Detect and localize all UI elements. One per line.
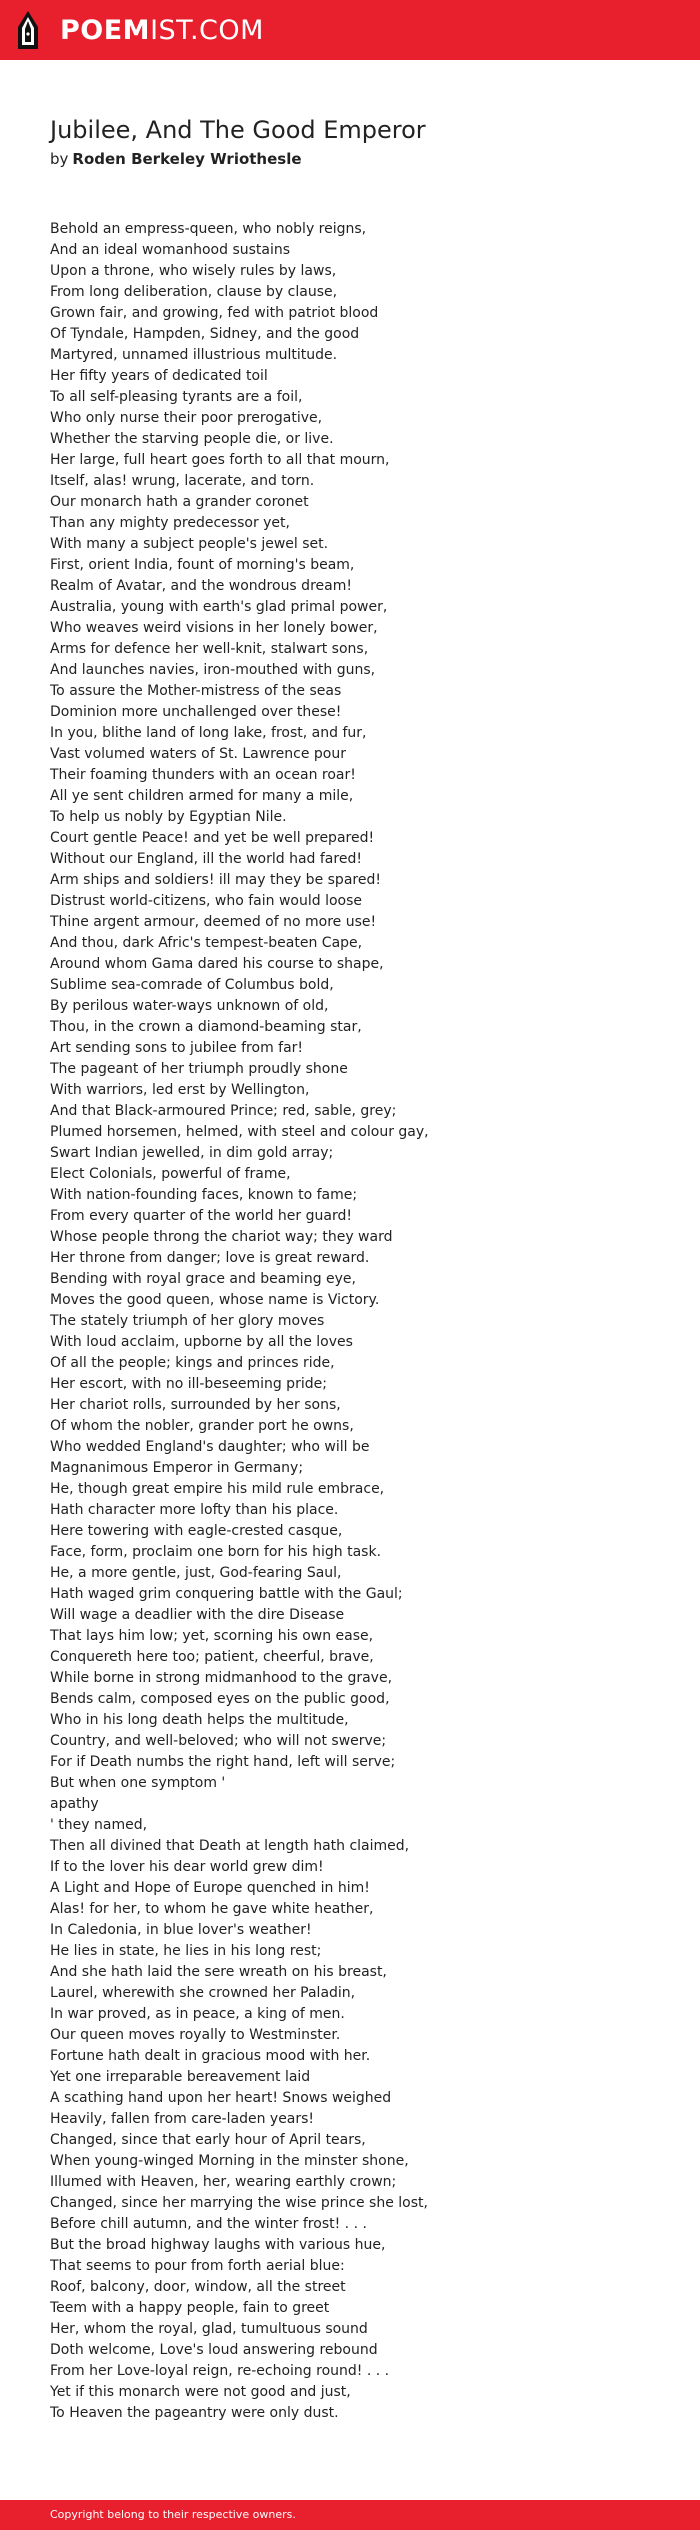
poem-line: Her large, full heart goes forth to all that mourn,	[50, 452, 390, 468]
poem-line: Our monarch hath a grander coronet	[50, 494, 309, 510]
poem-line: Thine argent armour, deemed of no more use!	[50, 914, 377, 930]
poem-line: And an ideal womanhood sustains	[50, 242, 291, 258]
poem-line: Swart Indian jewelled, in dim gold array;	[50, 1145, 334, 1161]
poem-line: ' they named,	[50, 1817, 148, 1833]
poem-line: Who weaves weird visions in her lonely bower,	[50, 620, 378, 636]
poem-line: Who only nurse their poor prerogative,	[50, 410, 323, 426]
poem-line: Alas! for her, to whom he gave white heather,	[50, 1901, 374, 1917]
poem-line: With warriors, led erst by Wellington,	[50, 1082, 310, 1098]
brand-bold-text: POEM	[60, 14, 151, 46]
poem-line: Our queen moves royally to Westminster.	[50, 2027, 341, 2043]
poem-line: Yet if this monarch were not good and just,	[50, 2384, 351, 2400]
poem-line: Her throne from danger; love is great reward.	[50, 1250, 370, 1266]
poem-line: Of Tyndale, Hampden, Sidney, and the good	[50, 326, 360, 342]
poem-line: Teem with a happy people, fain to greet	[50, 2300, 330, 2316]
poem-line: Country, and well-beloved; who will not swerve;	[50, 1733, 387, 1749]
author-name[interactable]: Roden Berkeley Wriothesle	[72, 150, 302, 168]
poem-line: Whether the starving people die, or live.	[50, 431, 334, 447]
poem-line: Bending with royal grace and beaming eye,	[50, 1271, 356, 1287]
poem-line: From long deliberation, clause by clause,	[50, 284, 338, 300]
poem-line: First, orient India, fount of morning's beam,	[50, 557, 355, 573]
poem-line: From her Love-loyal reign, re-echoing round! . . .	[50, 2363, 390, 2379]
poem-line: The pageant of her triumph proudly shone	[50, 1061, 348, 1077]
poem-line: Here towering with eagle-crested casque,	[50, 1523, 343, 1539]
poem-line: Moves the good queen, whose name is Victory.	[50, 1292, 380, 1308]
poem-line: Her fifty years of dedicated toil	[50, 368, 268, 384]
poem-line: With nation-founding faces, known to fame;	[50, 1187, 358, 1203]
poem-line: And she hath laid the sere wreath on his breast,	[50, 1964, 387, 1980]
poem-line: Who in his long death helps the multitude,	[50, 1712, 349, 1728]
poem-line: That seems to pour from forth aerial blue:	[50, 2258, 345, 2274]
poem-line: But when one symptom '	[50, 1775, 226, 1791]
poem-line: Arm ships and soldiers! ill may they be spared!	[50, 872, 381, 888]
poem-line: Heavily, fallen from care-laden years!	[50, 2111, 315, 2127]
poem-line: To assure the Mother-mistress of the seas	[50, 683, 342, 699]
poem-line: Then all divined that Death at length hath claimed,	[50, 1838, 410, 1854]
poem-line: Before chill autumn, and the winter frost! . . .	[50, 2216, 367, 2232]
poem-line: A scathing hand upon her heart! Snows weighed	[50, 2090, 392, 2106]
poem-line: Elect Colonials, powerful of frame,	[50, 1166, 291, 1182]
poem-line: Upon a throne, who wisely rules by laws,	[50, 263, 337, 279]
poem-line: Roof, balcony, door, window, all the street	[50, 2279, 346, 2295]
poem-line: Australia, young with earth's glad primal power,	[50, 599, 388, 615]
poem-line: Yet one irreparable bereavement laid	[50, 2069, 311, 2085]
poem-line: With loud acclaim, upborne by all the loves	[50, 1334, 353, 1350]
poem-line: Sublime sea-comrade of Columbus bold,	[50, 977, 334, 993]
poem-line: And thou, dark Afric's tempest-beaten Cape,	[50, 935, 363, 951]
poem-body	[50, 219, 670, 2424]
poem-line: For if Death numbs the right hand, left will serve;	[50, 1754, 396, 1770]
by-label: by	[50, 150, 69, 168]
poem-line: And that Black-armoured Prince; red, sable, grey;	[50, 1103, 397, 1119]
poem-line: All ye sent children armed for many a mile,	[50, 788, 354, 804]
copyright-text: Copyright belong to their respective owners.	[50, 2508, 296, 2521]
poem-line: He lies in state, he lies in his long rest;	[50, 1943, 322, 1959]
poem-line: Her chariot rolls, surrounded by her sons,	[50, 1397, 341, 1413]
poem-line: In you, blithe land of long lake, frost, and fur,	[50, 725, 367, 741]
poem-line: Face, form, proclaim one born for his high task.	[50, 1544, 382, 1560]
poem-line: Martyred, unnamed illustrious multitude.	[50, 347, 338, 363]
poem-line: Dominion more unchallenged over these!	[50, 704, 342, 720]
poem-line: Her escort, with no ill-beseeming pride;	[50, 1376, 327, 1392]
poem-line: Around whom Gama dared his course to shape,	[50, 956, 384, 972]
poem-line: From every quarter of the world her guard!	[50, 1208, 352, 1224]
poem-line: Changed, since that early hour of April tears,	[50, 2132, 366, 2148]
pen-nib-icon	[14, 10, 42, 50]
poem-line: Without our England, ill the world had fared!	[50, 851, 362, 867]
brand-name	[60, 14, 264, 46]
poem-line: Itself, alas! wrung, lacerate, and torn.	[50, 473, 315, 489]
poem-line: Vast volumed waters of St. Lawrence pour	[50, 746, 346, 762]
poem-title: Jubilee, And The Good Emperor	[50, 116, 426, 144]
poem-line: A Light and Hope of Europe quenched in him!	[50, 1880, 370, 1896]
poem-line: With many a subject people's jewel set.	[50, 536, 329, 552]
poem-line: Art sending sons to jubilee from far!	[50, 1040, 304, 1056]
poem-line: To all self-pleasing tyrants are a foil,	[50, 389, 303, 405]
site-logo[interactable]	[14, 10, 264, 50]
poem-line: That lays him low; yet, scorning his own ease,	[50, 1628, 374, 1644]
poem-line: Conquereth here too; patient, cheerful, brave,	[50, 1649, 374, 1665]
poem-line: Whose people throng the chariot way; they ward	[50, 1229, 393, 1245]
poem-line: Will wage a deadlier with the dire Disease	[50, 1607, 345, 1623]
poem-line: Realm of Avatar, and the wondrous dream!	[50, 578, 352, 594]
byline	[50, 149, 302, 169]
poem-line: Of whom the nobler, grander port he owns,	[50, 1418, 354, 1434]
poem-line: Than any mighty predecessor yet,	[50, 515, 290, 531]
poem-line: Plumed horsemen, helmed, with steel and colour gay,	[50, 1124, 429, 1140]
poem-line: Her, whom the royal, glad, tumultuous sound	[50, 2321, 368, 2337]
poem-line: Fortune hath dealt in gracious mood with her.	[50, 2048, 371, 2064]
poem-line: Of all the people; kings and princes ride,	[50, 1355, 335, 1371]
poem-line: But the broad highway laughs with various hue,	[50, 2237, 386, 2253]
brand-light-text: IST.COM	[150, 14, 264, 46]
poem-line: Doth welcome, Love's loud answering rebound	[50, 2342, 378, 2358]
poem-line: Who wedded England's daughter; who will be	[50, 1439, 370, 1455]
site-footer	[0, 2500, 700, 2530]
poem-line: apathy	[50, 1796, 99, 1812]
poem-line: While borne in strong midmanhood to the grave,	[50, 1670, 393, 1686]
poem-line: To help us nobly by Egyptian Nile.	[50, 809, 287, 825]
poem-line: In Caledonia, in blue lover's weather!	[50, 1922, 312, 1938]
site-header	[0, 0, 700, 60]
poem-line: By perilous water-ways unknown of old,	[50, 998, 329, 1014]
poem-line: Hath character more lofty than his place.	[50, 1502, 339, 1518]
poem-line: Court gentle Peace! and yet be well prepared!	[50, 830, 375, 846]
poem-line: And launches navies, iron-mouthed with guns,	[50, 662, 376, 678]
poem-line: Grown fair, and growing, fed with patriot blood	[50, 305, 379, 321]
poem-line: Arms for defence her well-knit, stalwart sons,	[50, 641, 369, 657]
poem-line: Magnanimous Emperor in Germany;	[50, 1460, 304, 1476]
poem-line: When young-winged Morning in the minster shone,	[50, 2153, 409, 2169]
poem-line: In war proved, as in peace, a king of men.	[50, 2006, 345, 2022]
poem-line: The stately triumph of her glory moves	[50, 1313, 325, 1329]
poem-line: Thou, in the crown a diamond-beaming star,	[50, 1019, 362, 1035]
poem-line: Hath waged grim conquering battle with the Gaul;	[50, 1586, 403, 1602]
poem-line: Bends calm, composed eyes on the public good,	[50, 1691, 390, 1707]
poem-line: He, though great empire his mild rule embrace,	[50, 1481, 385, 1497]
poem-line: If to the lover his dear world grew dim!	[50, 1859, 324, 1875]
poem-line: To Heaven the pageantry were only dust.	[50, 2405, 339, 2421]
poem-line: Laurel, wherewith she crowned her Paladin,	[50, 1985, 356, 2001]
poem-line: Distrust world-citizens, who fain would loose	[50, 893, 363, 909]
poem-line: Behold an empress-queen, who nobly reigns,	[50, 221, 367, 237]
poem-line: Illumed with Heaven, her, wearing earthly crown;	[50, 2174, 397, 2190]
poem-line: He, a more gentle, just, God-fearing Saul,	[50, 1565, 342, 1581]
poem-line: Changed, since her marrying the wise prince she lost,	[50, 2195, 428, 2211]
poem-line: Their foaming thunders with an ocean roar!	[50, 767, 356, 783]
